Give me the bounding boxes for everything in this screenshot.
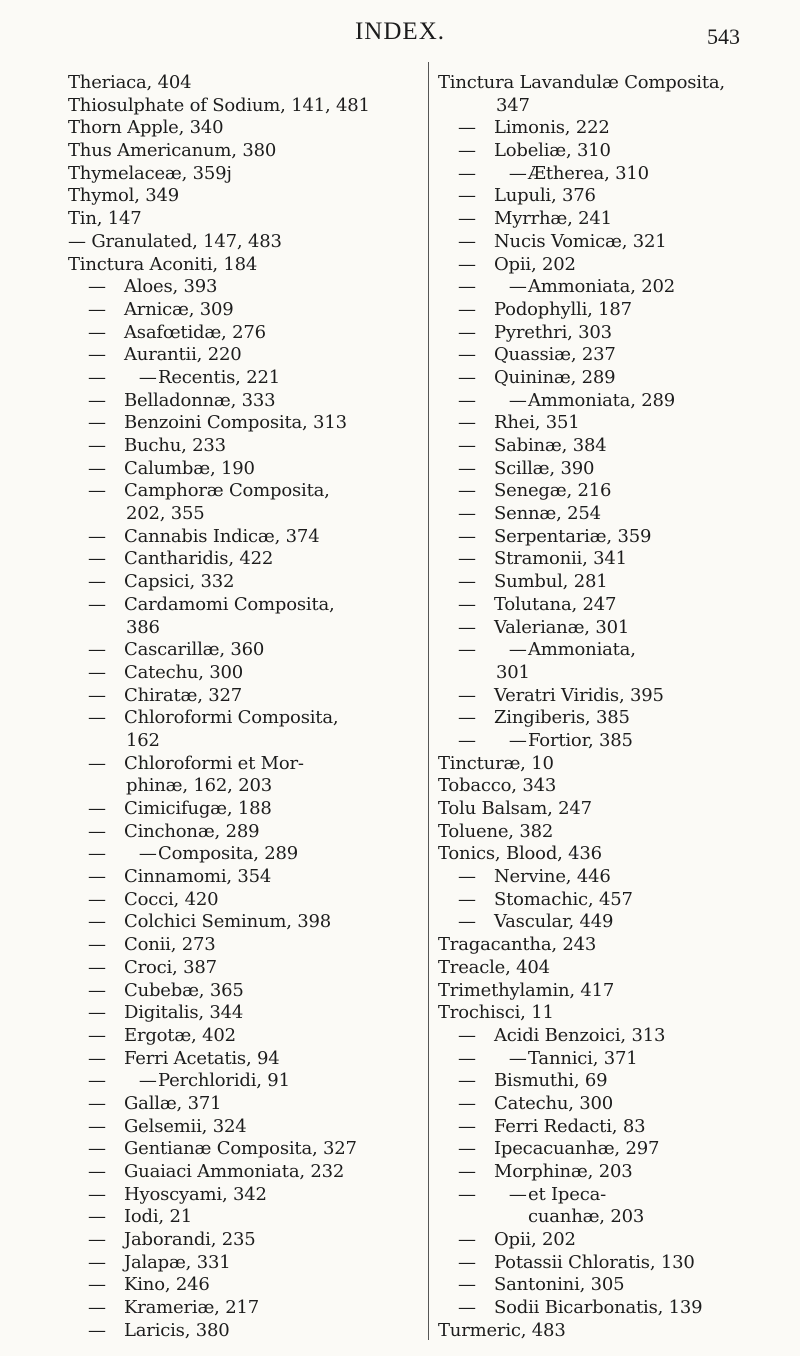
index-entry-text: Morphinæ, 203 [494, 1161, 633, 1182]
index-entry-text: 202, 355 [126, 503, 205, 525]
index-entry-text: Ergotæ, 402 [124, 1024, 236, 1046]
index-entry-text: Stramonii, 341 [494, 548, 627, 570]
index-entry-text: Quininæ, 289 [494, 366, 616, 388]
index-entry-text: 301 [496, 661, 530, 683]
index-entry: — —Recentis, 221 [88, 366, 280, 388]
column-divider [428, 62, 429, 1340]
index-entry: — Hyoscyami, 342 [88, 1183, 267, 1205]
index-entry: — Nucis Vomicæ, 321 [458, 230, 667, 252]
index-entry-text: Sennæ, 254 [494, 503, 601, 525]
index-entry [438, 72, 783, 95]
index-entry: — Belladonnæ, 333 [88, 389, 276, 411]
index-entry-text: Podophylli, 187 [494, 298, 632, 320]
index-entry: — Vascular, 449 [458, 911, 614, 933]
index-entry: — Cascarillæ, 360 [88, 639, 265, 661]
index-entry-text: Trimethylamin, 417 [438, 979, 615, 1001]
index-entry-text: Santonini, 305 [494, 1274, 625, 1296]
index-entry: — Catechu, 300 [458, 1092, 614, 1114]
index-entry-text: Ammoniata, 202 [528, 276, 676, 298]
index-entry: — Scillæ, 390 [458, 457, 595, 479]
index-entry: — Guaiaci Ammoniata, 232 [88, 1161, 345, 1182]
index-entry-text: Bismuthi, 69 [494, 1070, 608, 1092]
page-number: 543 [707, 24, 740, 49]
index-entry: — Ferri Redacti, 83 [458, 1115, 646, 1137]
index-entry [438, 934, 783, 957]
index-entry [438, 843, 783, 866]
index-entry: — Cardamomi Composita, [88, 593, 335, 615]
index-entry-text: Chloroformi et Mor- [124, 752, 304, 774]
index-entry-text: Jaborandi, 235 [124, 1229, 256, 1251]
index-entry [438, 957, 783, 980]
index-entry-text: Tin, 147 [68, 208, 142, 230]
index-entry: — Aurantii, 220 [88, 344, 242, 366]
index-entry-text: Composita, 289 [158, 843, 298, 865]
index-entry-text: Ætherea, 310 [528, 162, 649, 184]
index-entry: — Morphinæ, 203 [458, 1161, 633, 1182]
index-entry-text: Colchici Seminum, 398 [124, 911, 332, 933]
index-entry [438, 1320, 783, 1343]
index-entry-text: Tolutana, 247 [494, 593, 617, 615]
index-entry [68, 163, 413, 186]
index-entry: — Cantharidis, 422 [88, 548, 274, 570]
index-entry [68, 140, 413, 163]
index-entry-text: Perchloridi, 91 [158, 1070, 290, 1092]
index-entry-text: Thiosulphate of Sodium, 141, 481 [68, 94, 370, 116]
index-entry: — —Composita, 289 [88, 843, 298, 865]
index-entry-text: Potassii Chloratis, 130 [494, 1251, 695, 1273]
index-entry-text: Calumbæ, 190 [124, 457, 255, 479]
index-entry-text: Thymelaceæ, 359j [68, 162, 232, 184]
index-entry-text: Opii, 202 [494, 1229, 576, 1251]
index-entry: — Lobeliæ, 310 [458, 140, 611, 162]
index-entry [68, 730, 413, 753]
index-entry [438, 662, 783, 685]
index-entry-text: Veratri Viridis, 395 [494, 684, 664, 706]
index-entry: — Sodii Bicarbonatis, 139 [458, 1297, 703, 1319]
index-entry-text: Arnicæ, 309 [124, 298, 234, 320]
index-entry-text: Capsici, 332 [124, 571, 235, 593]
index-entry-text: Cannabis Indicæ, 374 [124, 525, 320, 547]
index-entry [68, 72, 413, 95]
index-entry-text: Cinnamomi, 354 [124, 866, 272, 888]
index-entry-text: 347 [496, 94, 530, 116]
page-title: INDEX. [354, 18, 445, 45]
index-entry: — Calumbæ, 190 [88, 457, 255, 479]
index-entry: — Cinchonæ, 289 [88, 820, 260, 842]
index-entry-text: Zingiberis, 385 [494, 707, 630, 729]
index-entry: — —Ammoniata, [458, 639, 636, 661]
index-entry-text: Turmeric, 483 [438, 1319, 566, 1341]
index-entry [68, 775, 413, 798]
index-entry-text: Digitalis, 344 [124, 1002, 244, 1024]
index-entry: — —Ammoniata, 289 [458, 389, 676, 411]
index-entry: — Capsici, 332 [88, 571, 235, 593]
index-entry-text: Tinctura Lavandulæ Composita, [438, 72, 725, 93]
index-entry: — —Perchloridi, 91 [88, 1070, 290, 1092]
index-entry: — Ipecacuanhæ, 297 [458, 1138, 660, 1160]
index-entry-text: Fortior, 385 [528, 729, 633, 751]
index-entry: — Limonis, 222 [458, 117, 610, 139]
index-entry: — Zingiberis, 385 [458, 707, 630, 729]
index-entry-text: Cocci, 420 [124, 888, 219, 910]
index-entry-text: Chiratæ, 327 [124, 684, 243, 706]
index-entry-text: Ammoniata, 289 [528, 389, 676, 411]
index-entry-text: Iodi, 21 [124, 1206, 192, 1228]
index-entry-text: Hyoscyami, 342 [124, 1183, 267, 1205]
index-entry: — —Ætherea, 310 [458, 162, 649, 184]
index-entry-text: Tobacco, 343 [438, 775, 557, 797]
index-entry: — Sumbul, 281 [458, 571, 608, 593]
index-entry: — Cocci, 420 [88, 888, 219, 910]
index-entry: — Jalapæ, 331 [88, 1251, 231, 1273]
index-entry-text: Pyrethri, 303 [494, 321, 612, 343]
index-entry: — Kino, 246 [88, 1274, 210, 1296]
index-entry: — Catechu, 300 [88, 661, 244, 683]
index-entry [68, 503, 413, 526]
index-entry: — Arnicæ, 309 [88, 298, 234, 320]
index-entry-text: Lobeliæ, 310 [494, 140, 611, 162]
index-entry-text: Gentianæ Composita, 327 [124, 1138, 357, 1160]
index-entry: — Bismuthi, 69 [458, 1070, 608, 1092]
index-entry-text: Scillæ, 390 [494, 457, 595, 479]
index-entry [438, 753, 783, 776]
index-entry: — Gentianæ Composita, 327 [88, 1138, 357, 1160]
index-entry-text: Tolu Balsam, 247 [438, 798, 592, 819]
index-entry: — Cannabis Indicæ, 374 [88, 525, 320, 547]
index-entry-text: Quassiæ, 237 [494, 344, 616, 366]
index-entry: — Colchici Seminum, 398 [88, 911, 332, 933]
index-entry-text: Ferri Acetatis, 94 [124, 1047, 280, 1069]
index-entry-text: — Granulated, 147, 483 [68, 230, 282, 252]
index-entry-text: Treacle, 404 [438, 956, 550, 978]
index-entry [68, 117, 413, 140]
index-column-right [438, 72, 783, 1343]
index-entry: — Opii, 202 [458, 253, 576, 275]
index-entry-text: Cinchonæ, 289 [124, 820, 260, 842]
index-entry [68, 254, 413, 277]
index-entry: — Aloes, 393 [88, 276, 218, 298]
index-entry-text: Recentis, 221 [158, 366, 280, 388]
index-entry [438, 775, 783, 798]
index-entry [68, 617, 413, 640]
index-entry-text: Laricis, 380 [124, 1319, 230, 1341]
index-entry-text: Cascarillæ, 360 [124, 639, 265, 661]
index-entry: — Sennæ, 254 [458, 503, 601, 525]
index-entry-text: Sumbul, 281 [494, 571, 608, 593]
index-entry: — Santonini, 305 [458, 1274, 625, 1296]
index-entry-text: Croci, 387 [124, 956, 217, 978]
index-entry-text: Toluene, 382 [438, 820, 554, 842]
index-entry: — Asafœtidæ, 276 [88, 321, 266, 343]
index-entry-text: Tragacantha, 243 [438, 934, 597, 956]
index-entry: — —Ammoniata, 202 [458, 276, 676, 298]
index-entry-text: Cantharidis, 422 [124, 548, 274, 570]
index-entry-text: Myrrhæ, 241 [494, 208, 612, 230]
index-entry: — Rhei, 351 [458, 412, 580, 434]
index-entry-text: Ferri Redacti, 83 [494, 1115, 646, 1137]
index-entry [438, 1206, 783, 1229]
index-entry-text: Limonis, 222 [494, 117, 610, 139]
index-entry: — Camphoræ Composita, [88, 480, 330, 502]
index-entry-text: Sodii Bicarbonatis, 139 [494, 1297, 703, 1319]
index-entry: — Potassii Chloratis, 130 [458, 1251, 695, 1273]
index-entry: — Digitalis, 344 [88, 1002, 244, 1024]
index-entry-text: Catechu, 300 [124, 661, 244, 683]
index-entry [438, 980, 783, 1003]
index-entry: — Opii, 202 [458, 1229, 576, 1251]
index-entry-text: Chloroformi Composita, [124, 707, 339, 729]
index-entry: — Krameriæ, 217 [88, 1297, 259, 1319]
index-entry-text: Gelsemii, 324 [124, 1115, 247, 1137]
index-entry: — Sabinæ, 384 [458, 435, 607, 456]
index-entry-text: Aurantii, 220 [124, 344, 242, 366]
index-entry: — Quininæ, 289 [458, 366, 616, 388]
index-entry: — Quassiæ, 237 [458, 344, 616, 366]
index-entry-text: Cimicifugæ, 188 [124, 798, 272, 819]
index-entry: — Ferri Acetatis, 94 [88, 1047, 280, 1069]
index-entry: — Gelsemii, 324 [88, 1115, 247, 1137]
index-entry [68, 208, 413, 231]
index-entry-text: Conii, 273 [124, 934, 216, 956]
index-entry-text: Tincturæ, 10 [438, 752, 554, 774]
index-entry-text: Tonics, Blood, 436 [438, 843, 602, 865]
index-entry: — Serpentariæ, 359 [458, 525, 652, 547]
index-entry-text: Valerianæ, 301 [494, 616, 630, 638]
index-entry-text: Thorn Apple, 340 [68, 117, 224, 139]
index-entry: — Pyrethri, 303 [458, 321, 612, 343]
index-entry: — Senegæ, 216 [458, 480, 612, 502]
index-entry: — Buchu, 233 [88, 435, 226, 456]
index-entry-text: Asafœtidæ, 276 [124, 321, 266, 343]
index-entry-text: Ipecacuanhæ, 297 [494, 1138, 660, 1160]
index-entry-text: Belladonnæ, 333 [124, 389, 276, 411]
index-entry-text: Krameriæ, 217 [124, 1297, 259, 1319]
index-entry: — Cubebæ, 365 [88, 979, 244, 1001]
index-entry: — Nervine, 446 [458, 866, 611, 888]
index-entry-text: 162 [126, 729, 160, 751]
index-entry-text: Stomachic, 457 [494, 888, 633, 910]
index-entry: — Chiratæ, 327 [88, 684, 243, 706]
index-entry: — Tolutana, 247 [458, 593, 617, 615]
index-entry-text: Buchu, 233 [124, 435, 226, 456]
index-entry-text: Nervine, 446 [494, 866, 611, 888]
index-entry: — Ergotæ, 402 [88, 1024, 236, 1046]
index-entry: — Iodi, 21 [88, 1206, 192, 1228]
index-entry: — Laricis, 380 [88, 1319, 230, 1341]
index-column-left [68, 72, 413, 1343]
index-entry-text: Nucis Vomicæ, 321 [494, 230, 667, 252]
index-entry-text: Thus Americanum, 380 [68, 140, 277, 162]
index-entry: — Myrrhæ, 241 [458, 208, 612, 230]
index-entry-text: Serpentariæ, 359 [494, 525, 652, 547]
index-entry-text: Kino, 246 [124, 1274, 210, 1296]
index-entry-text: 386 [126, 616, 160, 638]
index-entry [438, 95, 783, 118]
index-entry-text: Vascular, 449 [494, 911, 614, 933]
index-entry: — Stramonii, 341 [458, 548, 627, 570]
index-entry: — Stomachic, 457 [458, 888, 633, 910]
index-entry-text: Acidi Benzoici, 313 [494, 1024, 666, 1046]
index-entry: — Conii, 273 [88, 934, 216, 956]
index-entry-text: Rhei, 351 [494, 412, 580, 434]
index-entry-text: Jalapæ, 331 [124, 1251, 231, 1273]
index-entry-text: Tinctura Aconiti, 184 [68, 253, 258, 275]
index-entry-text: Thymol, 349 [68, 185, 180, 207]
index-entry: — —Fortior, 385 [458, 729, 633, 751]
index-entry [68, 185, 413, 208]
index-entry: — Cinnamomi, 354 [88, 866, 272, 888]
index-entry: — Chloroformi et Mor- [88, 752, 304, 774]
index-entry-text: Guaiaci Ammoniata, 232 [124, 1161, 345, 1182]
index-entry [68, 95, 413, 118]
index-entry [68, 231, 413, 254]
index-entry: — Lupuli, 376 [458, 185, 596, 207]
index-entry-text: Cubebæ, 365 [124, 979, 244, 1001]
index-entry-text: Benzoini Composita, 313 [124, 412, 347, 434]
index-entry: — —et Ipeca- [458, 1183, 606, 1205]
index-entry [438, 821, 783, 844]
index-entry [438, 1002, 783, 1025]
index-entry-text: Camphoræ Composita, [124, 480, 330, 502]
index-entry: — —Tannici, 371 [458, 1047, 638, 1069]
index-entry-text: Catechu, 300 [494, 1092, 614, 1114]
index-entry: — Jaborandi, 235 [88, 1229, 256, 1251]
index-entry: — Veratri Viridis, 395 [458, 684, 664, 706]
index-entry: — Gallæ, 371 [88, 1092, 222, 1114]
index-entry-text: Sabinæ, 384 [494, 435, 607, 456]
index-entry: — Croci, 387 [88, 956, 217, 978]
index-entry-text: cuanhæ, 203 [528, 1206, 645, 1228]
index-entry-text: phinæ, 162, 203 [126, 775, 272, 797]
index-entry [438, 798, 783, 821]
index-entry-text: Theriaca, 404 [68, 72, 192, 93]
index-entry: — Valerianæ, 301 [458, 616, 630, 638]
index-entry-text: Cardamomi Composita, [124, 593, 335, 615]
index-entry-text: Lupuli, 376 [494, 185, 596, 207]
index-entry-text: Trochisci, 11 [438, 1002, 554, 1024]
index-entry-text: Gallæ, 371 [124, 1092, 222, 1114]
index-entry-text: Aloes, 393 [124, 276, 218, 298]
index-entry: — Podophylli, 187 [458, 298, 632, 320]
index-entry: — Cimicifugæ, 188 [88, 798, 272, 819]
index-entry-text: Tannici, 371 [528, 1047, 638, 1069]
index-entry: — Chloroformi Composita, [88, 707, 339, 729]
index-entry-text: Ammoniata, [528, 639, 636, 661]
index-entry-text: Senegæ, 216 [494, 480, 612, 502]
index-entry-text: Opii, 202 [494, 253, 576, 275]
page-header [0, 16, 800, 56]
index-entry-text: et Ipeca- [528, 1183, 606, 1205]
index-entry: — Benzoini Composita, 313 [88, 412, 347, 434]
index-entry: — Acidi Benzoici, 313 [458, 1024, 666, 1046]
